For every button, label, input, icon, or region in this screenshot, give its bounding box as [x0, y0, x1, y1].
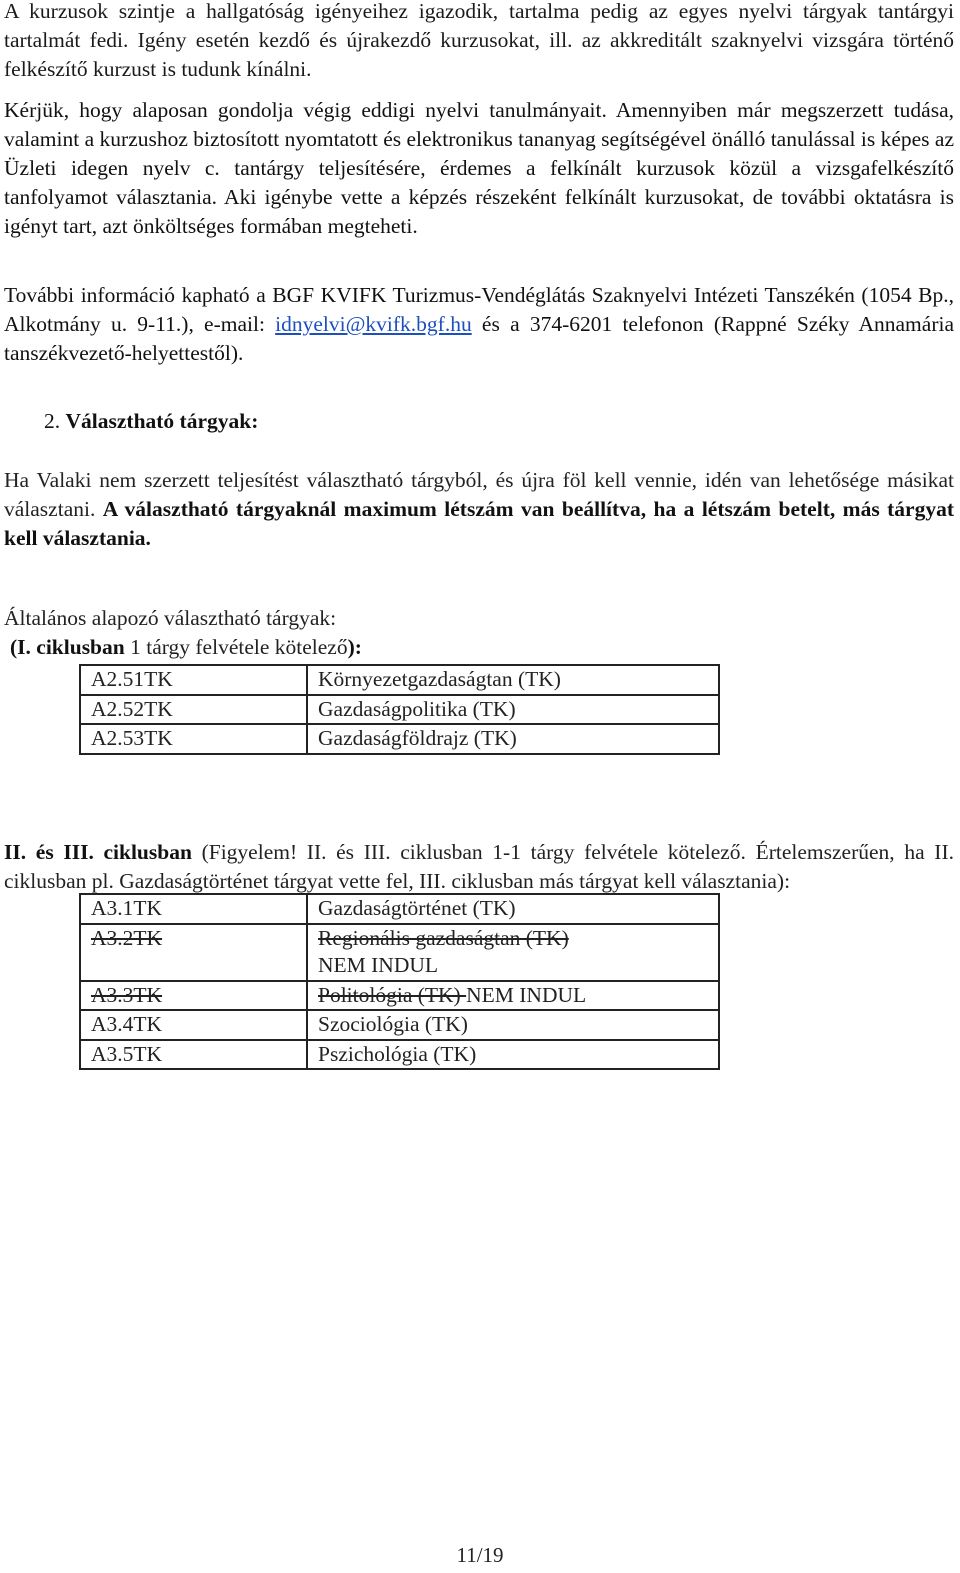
section-heading — [44, 409, 258, 434]
paren-close: ): — [347, 635, 362, 659]
table-row — [80, 894, 719, 924]
course-name: Politológia (TK) — [318, 982, 467, 1007]
course-table-2 — [79, 893, 720, 1070]
course-code: A2.51TK — [80, 665, 307, 695]
group1-cycle-label: I. ciklusban — [17, 635, 125, 659]
elective-info-text: Ha Valaki nem szerzett teljesítést választható tárgyból, és újra föl kell vennie, idén van lehetősége másikat választani. — [4, 468, 954, 521]
table-row — [80, 695, 719, 725]
page-number: 11/19 — [456, 1543, 504, 1567]
course-name: Gazdaságtörténet (TK) — [307, 894, 719, 924]
course-name-cell — [307, 924, 719, 981]
course-status-note: NEM INDUL — [466, 982, 587, 1007]
course-code: A2.52TK — [80, 695, 307, 725]
email-link[interactable]: idnyelvi@kvifk.bgf.hu — [275, 312, 472, 336]
group2-cycle-text: (Figyelem! II. és III. ciklusban 1-1 tárgy felvétele kötelező. Értelemszerűen, ha II. ciklusban pl. Gazdaságtörténet tárgyat vette fel, III. ciklusban más tárgyat kell választania): — [4, 840, 954, 893]
group1-title: Általános alapozó választható tárgyak: — [4, 606, 337, 630]
course-name-cell — [307, 981, 719, 1011]
course-code: A3.4TK — [80, 1010, 307, 1040]
course-table-1 — [79, 664, 720, 755]
group2-cycle-label: II. és III. ciklusban — [4, 840, 192, 864]
course-name: Környezetgazdaságtan (TK) — [307, 665, 719, 695]
group1-cycle-text: 1 tárgy felvétele kötelező — [124, 635, 348, 659]
course-code: A2.53TK — [80, 724, 307, 754]
table-row — [80, 1010, 719, 1040]
course-code: A3.2TK — [80, 924, 307, 981]
table-row — [80, 1040, 719, 1070]
contact-text-end: és a 374-6201 telefonon (Rappné Széky Annamária tanszékvezető-helyettestől). — [4, 312, 954, 365]
course-name: Regionális gazdaságtan (TK) — [318, 925, 569, 950]
course-status-note: NEM INDUL — [318, 953, 439, 977]
contact-paragraph — [4, 281, 954, 368]
elective-limit-note: A választható tárgyaknál maximum létszám van beállítva, ha a létszám betelt, más tárgyat kell választania. — [4, 497, 954, 550]
group2-intro-paragraph — [4, 838, 954, 896]
table-row — [80, 665, 719, 695]
section-number: 2. — [44, 409, 61, 433]
contact-text: További információ kapható a BGF KVIFK Turizmus-Vendéglátás Szaknyelvi Intézeti Tanszékén (1054 Bp., Alkotmány u. 9-11.), e-mail: — [4, 283, 954, 336]
course-name: Szociológia (TK) — [307, 1010, 719, 1040]
course-code: A3.3TK — [80, 981, 307, 1011]
paren-open: ( — [10, 635, 18, 659]
intro-paragraph-2: Kérjük, hogy alaposan gondolja végig eddigi nyelvi tanulmányait. Amennyiben már megszerzett tudása, valamint a kurzushoz biztosított nyomtatott és elektronikus tananyag segítségével önálló tanulással is képes az Üzleti idegen nyelv c. tantárgy teljesítésére, érdemes a felkínált kurzusok közül a vizsgafelkészítő tanfolyamot választania. Aki igénybe vette a képzés részeként felkínált kurzusokat, de további oktatásra is igényt tart, azt önköltséges formában megteheti. — [4, 98, 954, 238]
section-title: Választható tárgyak: — [65, 409, 259, 433]
elective-info-paragraph — [4, 466, 954, 553]
course-name: Pszichológia (TK) — [307, 1040, 719, 1070]
group1-cycle-note — [10, 635, 362, 660]
course-name: Gazdaságpolitika (TK) — [307, 695, 719, 725]
course-code: A3.5TK — [80, 1040, 307, 1070]
course-name: Gazdaságföldrajz (TK) — [307, 724, 719, 754]
course-code: A3.1TK — [80, 894, 307, 924]
table-row — [80, 924, 719, 981]
table-row — [80, 981, 719, 1011]
intro-paragraph-1: A kurzusok szintje a hallgatóság igényeihez igazodik, tartalma pedig az egyes nyelvi tárgyak tantárgyi tartalmát fedi. Igény esetén kezdő és újrakezdő kurzusokat, ill. az akkreditált szaknyelvi vizsgára történő felkészítő kurzust is tudunk kínálni. — [4, 0, 954, 81]
table-row — [80, 724, 719, 754]
